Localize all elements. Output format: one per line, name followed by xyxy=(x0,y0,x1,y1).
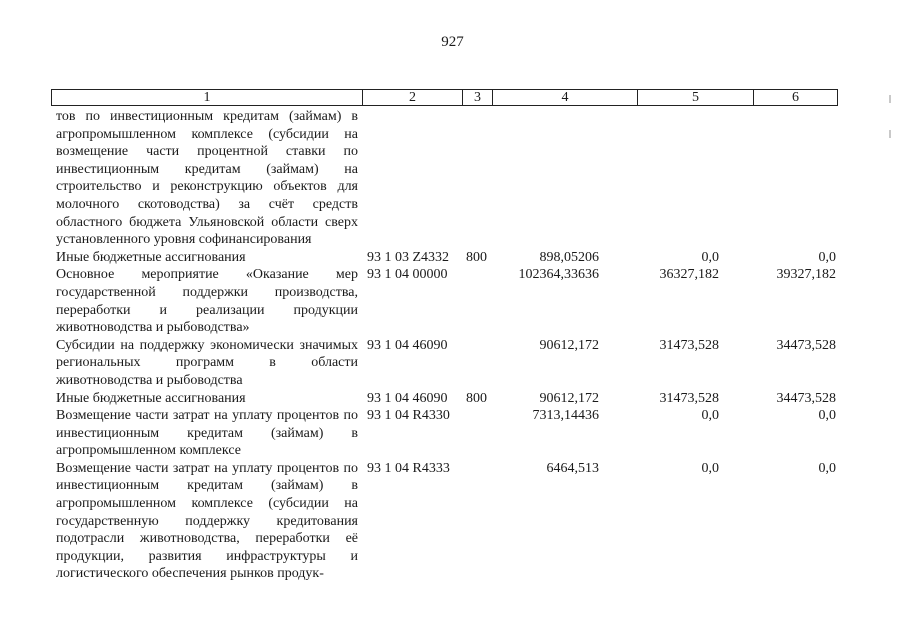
row-description: Основное мероприятие «Оказание мер государственной поддержки производства, переработки и реализации продукции животноводства и рыбоводства» xyxy=(56,267,358,336)
table-row xyxy=(56,390,836,408)
row-value-col4: 7313,14436 xyxy=(532,408,599,424)
scan-margin-mark xyxy=(889,95,891,103)
table-row xyxy=(56,337,836,390)
row-value-col5: 36327,182 xyxy=(659,267,719,283)
row-value-col6: 34473,528 xyxy=(776,390,836,406)
row-value-col5: 0,0 xyxy=(701,249,719,265)
table-row xyxy=(56,266,836,336)
header-col-5: 5 xyxy=(638,90,754,105)
table-header xyxy=(51,89,838,106)
row-code: 93 1 04 46090 xyxy=(367,390,448,406)
row-description: Субсидии на поддержку экономически значимых региональных программ в области животноводства и рыбоводства xyxy=(56,337,358,388)
page-number: 927 xyxy=(441,34,464,50)
row-code: 93 1 04 R4330 xyxy=(367,408,450,424)
row-description: тов по инвестиционным кредитам (займам) в агропромышленном комплексе (субсидии на возмещение части процентной ставки по инвестиционным кредитам (займам) на строительство и реконструкцию объектов для молочного скотоводства) за счёт средств областного бюджета Ульяновской области сверх установленного уровня софинансирования xyxy=(56,109,358,248)
row-value-col5: 31473,528 xyxy=(659,390,719,406)
table-row xyxy=(56,460,836,583)
row-code: 93 1 04 46090 xyxy=(367,337,448,353)
row-value-col6: 0,0 xyxy=(818,408,836,424)
row-value-col5: 31473,528 xyxy=(659,337,719,353)
row-description: Иные бюджетные ассигнования xyxy=(56,390,246,406)
row-code: 93 1 04 00000 xyxy=(367,267,448,283)
table-row xyxy=(56,249,836,267)
header-col-2: 2 xyxy=(363,90,463,105)
row-description: Возмещение части затрат на уплату процентов по инвестиционным кредитам (займам) в агропромышленном комплексе (субсидии на государственную поддержку кредитования подотрасли животноводства, переработки её продукции, развития инфраструктуры и логистического обеспечения рынков продук- xyxy=(56,460,358,582)
row-type: 800 xyxy=(466,390,487,406)
row-code: 93 1 03 Z4332 xyxy=(367,249,450,265)
scan-margin-mark xyxy=(889,130,891,138)
row-type: 800 xyxy=(466,249,487,265)
row-value-col5: 0,0 xyxy=(701,460,719,476)
row-value-col4: 90612,172 xyxy=(539,390,599,406)
row-value-col4: 90612,172 xyxy=(539,337,599,353)
row-description: Иные бюджетные ассигнования xyxy=(56,249,246,265)
header-col-3: 3 xyxy=(463,90,493,105)
row-value-col5: 0,0 xyxy=(701,408,719,424)
row-description: Возмещение части затрат на уплату процентов по инвестиционным кредитам (займам) в агропромышленном комплексе xyxy=(56,408,358,459)
header-col-4: 4 xyxy=(493,90,638,105)
row-value-col6: 0,0 xyxy=(818,249,836,265)
row-value-col4: 102364,33636 xyxy=(518,267,599,283)
row-value-col4: 6464,513 xyxy=(546,460,599,476)
header-col-1: 1 xyxy=(52,90,363,105)
row-code: 93 1 04 R4333 xyxy=(367,460,450,476)
row-value-col6: 39327,182 xyxy=(776,267,836,283)
header-col-6: 6 xyxy=(792,90,799,105)
row-value-col4: 898,05206 xyxy=(539,249,599,265)
row-value-col6: 34473,528 xyxy=(776,337,836,353)
table-body xyxy=(56,108,836,583)
table-row xyxy=(56,108,836,249)
row-value-col6: 0,0 xyxy=(818,460,836,476)
table-row xyxy=(56,407,836,460)
